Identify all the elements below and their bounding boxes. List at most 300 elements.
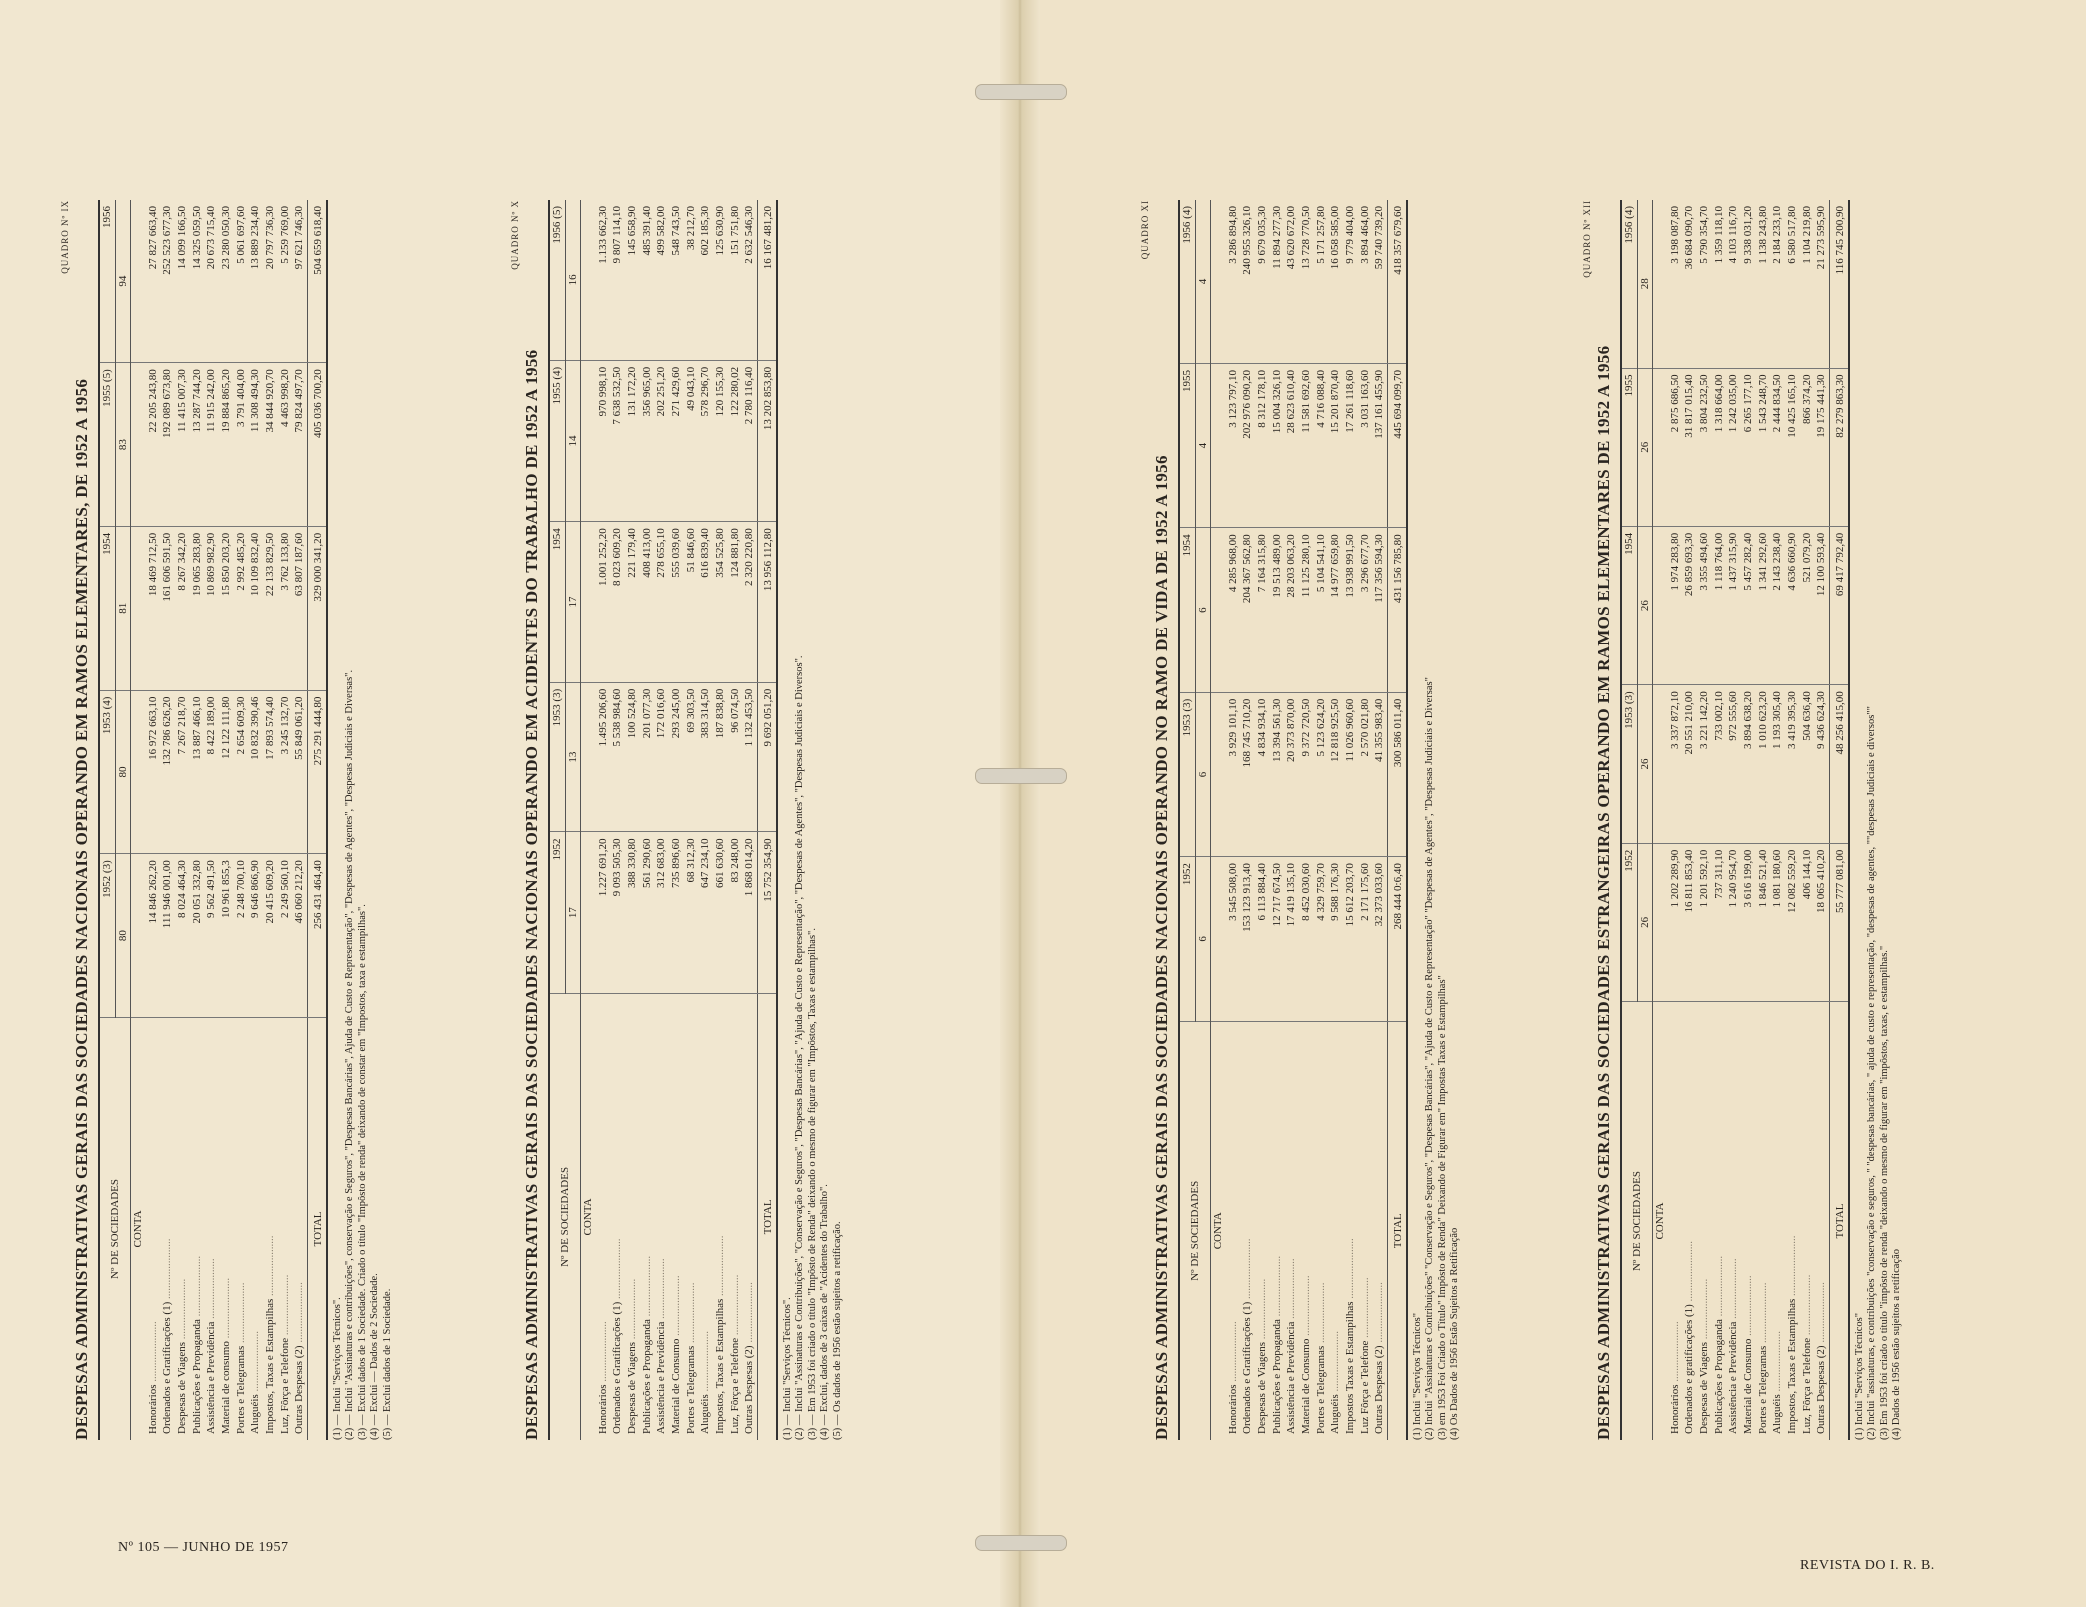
- cell-value: 6 580 517,80: [1785, 200, 1800, 368]
- total-value: 9 692 051,20: [757, 682, 776, 832]
- table-row: [234, 200, 249, 1440]
- total-value: 431 156 785,80: [1387, 528, 1406, 692]
- table-row: [1770, 200, 1785, 1440]
- total-value: 13 956 112,80: [757, 522, 776, 683]
- year-header: 1956: [99, 200, 115, 363]
- cell-value: 23 280 050,30: [219, 200, 234, 363]
- table-row: [1343, 200, 1358, 1440]
- cell-value: 5 123 624,20: [1314, 692, 1329, 856]
- account-name: Publicações e Propaganda .....: [1270, 1021, 1285, 1440]
- society-count: 94: [115, 200, 131, 363]
- cell-value: 15 004 326,10: [1270, 363, 1285, 527]
- table-row: [669, 200, 684, 1440]
- cell-value: 6 265 177,10: [1741, 368, 1756, 526]
- cell-value: 5 171 257,80: [1314, 200, 1329, 363]
- cell-value: 555 039,60: [669, 522, 684, 683]
- cell-value: 548 743,50: [669, 200, 684, 360]
- cell-value: 9 646 866,90: [248, 854, 263, 1018]
- society-count: 6: [1195, 857, 1211, 1021]
- cell-value: 9 436 624,30: [1814, 685, 1829, 843]
- cell-value: 1 138 243,80: [1756, 200, 1771, 368]
- cell-value: 3 791 404,00: [234, 363, 249, 527]
- cell-value: 356 965,00: [640, 360, 655, 521]
- cell-value: 271 429,60: [669, 360, 684, 521]
- cell-value: 17 261 118,60: [1343, 363, 1358, 527]
- total-label: TOTAL: [757, 993, 776, 1440]
- account-name: Portes e Telegramas .....: [1756, 1002, 1771, 1440]
- sociedades-header: Nº DE SOCIEDADES: [99, 1017, 131, 1440]
- cell-value: 11 581 692,60: [1299, 363, 1314, 527]
- cell-value: 1 081 180,60: [1770, 843, 1785, 1001]
- cell-value: 13 889 234,40: [248, 200, 263, 363]
- sociedades-header: Nº DE SOCIEDADES: [1179, 1021, 1211, 1440]
- total-value: 15 752 354,90: [757, 832, 776, 993]
- cell-value: 16 058 585,00: [1328, 200, 1343, 363]
- cell-value: 3 894 638,20: [1741, 685, 1756, 843]
- year-header: 1955: [1179, 363, 1195, 527]
- table-row: [1741, 200, 1756, 1440]
- cell-value: 38 212,70: [684, 200, 699, 360]
- cell-value: 17 893 574,40: [263, 690, 278, 854]
- cell-value: 14 846 262,20: [146, 854, 161, 1018]
- cell-value: 9 093 505,30: [610, 832, 625, 993]
- cell-value: 132 786 626,20: [160, 690, 175, 854]
- cell-value: 1 437 315,90: [1726, 526, 1741, 684]
- cell-value: 2 320 220,80: [742, 522, 757, 683]
- cell-value: 866 374,20: [1800, 368, 1815, 526]
- cell-value: 1 318 664,00: [1712, 368, 1727, 526]
- table-notes: [1412, 200, 1462, 1440]
- table-title: DESPESAS ADMINISTRATIVAS GERAIS DAS SOCIEDADES NACIONAIS OPERANDO EM ACIDENTES DO TRABALHO DE 1952 A 1956: [522, 349, 542, 1440]
- cell-value: 2 992 485,20: [234, 526, 249, 690]
- cell-value: 3 198 087,80: [1668, 200, 1683, 368]
- cell-value: 4 716 088,40: [1314, 363, 1329, 527]
- table-row: [278, 200, 293, 1440]
- year-header: 1952 (3): [99, 854, 115, 1018]
- cell-value: 1 202 289,90: [1668, 843, 1683, 1001]
- cell-value: 12 082 559,20: [1785, 843, 1800, 1001]
- cell-value: 1.495 206,60: [596, 682, 611, 832]
- account-name: Honorários .....: [1226, 1021, 1241, 1440]
- total-value: 418 357 679,60: [1387, 200, 1406, 363]
- table-row: [596, 200, 611, 1440]
- cell-value: 3 337 872,10: [1668, 685, 1683, 843]
- total-row: [1829, 200, 1848, 1440]
- table-row: [146, 200, 161, 1440]
- total-row: [1387, 200, 1406, 1440]
- footnote: (4) — Exclui — Dados de 2 Sociedade.: [369, 1273, 381, 1440]
- table-quadro-xii: [1582, 200, 1904, 1440]
- total-value: 329 000 341,20: [307, 526, 326, 690]
- cell-value: 14 325 059,50: [190, 200, 205, 363]
- total-label: TOTAL: [1387, 1021, 1406, 1440]
- account-name: Publicações e Propaganda .....: [1712, 1002, 1727, 1440]
- table-notes: [1854, 200, 1904, 1440]
- table-row: [640, 200, 655, 1440]
- cell-value: 383 314,50: [698, 682, 713, 832]
- cell-value: 83 248,00: [728, 832, 743, 993]
- cell-value: 20 415 609,20: [263, 854, 278, 1018]
- cell-value: 43 620 672,00: [1284, 200, 1299, 363]
- cell-value: 1.001 252,20: [596, 522, 611, 683]
- cell-value: 1 118 764,00: [1712, 526, 1727, 684]
- cell-value: 13 394 561,30: [1270, 692, 1285, 856]
- cell-value: 4 834 934,10: [1255, 692, 1270, 856]
- cell-value: 51 846,60: [684, 522, 699, 683]
- cell-value: 59 740 739,20: [1372, 200, 1387, 363]
- cell-value: 3 245 132,70: [278, 690, 293, 854]
- cell-value: 972 555,60: [1726, 685, 1741, 843]
- cell-value: 15 612 203,70: [1343, 857, 1358, 1021]
- table-row: [1785, 200, 1800, 1440]
- cell-value: 13 287 744,20: [190, 363, 205, 527]
- cell-value: 737 311,10: [1712, 843, 1727, 1001]
- cell-value: 9 372 720,50: [1299, 692, 1314, 856]
- cell-value: 8 267 342,20: [175, 526, 190, 690]
- cell-value: 46 060 212,20: [292, 854, 307, 1018]
- footnote: (3) — Em 1953 foi criado o título "Impôsto de Renda" deixando o mesmo de figurar em "Impôstos, Taxas e estampilhas".: [806, 928, 818, 1440]
- cell-value: 499 582,00: [654, 200, 669, 360]
- society-count: 26: [1637, 368, 1653, 526]
- year-header: 1955: [1621, 368, 1637, 526]
- table-title: DESPESAS ADMINISTRATIVAS GERAIS DAS SOCIEDADES NACIONAIS OPERANDO NO RAMO DE VIDA DE 1952 A 1956: [1152, 455, 1172, 1440]
- footnote: (1) Inclui "Serviços Técnicos": [1853, 1312, 1865, 1440]
- cell-value: 485 391,40: [640, 200, 655, 360]
- total-value: 405 036 700,20: [307, 363, 326, 527]
- cell-value: 19 884 865,20: [219, 363, 234, 527]
- society-count: 17: [565, 522, 581, 683]
- quadro-number: QUADRO Nº IX: [60, 200, 70, 274]
- cell-value: 20 051 332,80: [190, 854, 205, 1018]
- society-count: 13: [565, 682, 581, 832]
- cell-value: 131 172,20: [625, 360, 640, 521]
- account-name: Ordenados e Gratificações (1) .....: [610, 993, 625, 1440]
- cell-value: 27 827 663,40: [146, 200, 161, 363]
- footnote: (2) — Inclui "Assinaturas e Contribuições", "Conservação e Seguros", "Despesas Bancárias", "Ajuda de Custo e Representação", "Despesas de Agentes", "Despesas Judiciais e Diversos".: [794, 655, 806, 1440]
- cell-value: 13 887 466,10: [190, 690, 205, 854]
- footnote: (2) Inclui "Assinaturas e Contribuições" "Conservação e Seguros", "Despesas Bancárias", "Ajuda de Custo e Representação" "Despesas de Agentes", "Despesas Judiciais e Diversas": [1424, 677, 1436, 1440]
- table-row: [1314, 200, 1329, 1440]
- total-value: 268 444 0:6,40: [1387, 857, 1406, 1021]
- cell-value: 3 286 894,80: [1226, 200, 1241, 363]
- account-name: Impostos, Taxas e Estampilhas .....: [1785, 1002, 1800, 1440]
- cell-value: 10 832 390,46: [248, 690, 263, 854]
- cell-value: 10 109 832,40: [248, 526, 263, 690]
- cell-value: 3 355 494,60: [1697, 526, 1712, 684]
- binding-staple-middle: [975, 768, 1067, 784]
- cell-value: 15 201 870,40: [1328, 363, 1343, 527]
- cell-value: 8 312 178,10: [1255, 363, 1270, 527]
- table-row: [1372, 200, 1387, 1440]
- table-row: [1682, 200, 1697, 1440]
- cell-value: 4 103 116,70: [1726, 200, 1741, 368]
- total-value: 300 586 011,40: [1387, 692, 1406, 856]
- cell-value: 735 896,60: [669, 832, 684, 993]
- society-count: 81: [115, 526, 131, 690]
- cell-value: 2 654 609,30: [234, 690, 249, 854]
- cell-value: 5 061 697,60: [234, 200, 249, 363]
- cell-value: 4 285 968,00: [1226, 528, 1241, 692]
- cell-value: 7 638 532,50: [610, 360, 625, 521]
- cell-value: 168 745 710,20: [1240, 692, 1255, 856]
- account-name: Aluguéis .....: [248, 1017, 263, 1440]
- cell-value: 3 616 199,00: [1741, 843, 1756, 1001]
- table-title: DESPESAS ADMINISTRATIVAS GERAIS DAS SOCIEDADES NACIONAIS OPERANDO EM RAMOS ELEMENTARES, DE 1952 A 1956: [72, 378, 92, 1440]
- table-notes: [332, 200, 395, 1440]
- table-row: [1668, 200, 1683, 1440]
- conta-header: CONTA: [1212, 1212, 1225, 1250]
- total-row: [307, 200, 326, 1440]
- cell-value: 2 875 686,50: [1668, 368, 1683, 526]
- table-row: [698, 200, 713, 1440]
- table-row: [160, 200, 175, 1440]
- cell-value: 4 463 998,20: [278, 363, 293, 527]
- account-name: Impostos, Taxas e Estampilhas .....: [713, 993, 728, 1440]
- sociedades-header: Nº DE SOCIEDADES: [549, 993, 581, 1440]
- cell-value: 12 122 111,80: [219, 690, 234, 854]
- cell-value: 20 673 715,40: [204, 200, 219, 363]
- cell-value: 10 961 855,3: [219, 854, 234, 1018]
- table-row: [248, 200, 263, 1440]
- cell-value: 19 513 489,00: [1270, 528, 1285, 692]
- cell-value: 3 894 464,00: [1358, 200, 1373, 363]
- cell-value: 2 249 560,10: [278, 854, 293, 1018]
- cell-value: 7 164 315,80: [1255, 528, 1270, 692]
- quadro-number: QUADRO XI: [1140, 200, 1150, 260]
- cell-value: 19 065 283,80: [190, 526, 205, 690]
- cell-value: 14 099 166,50: [175, 200, 190, 363]
- cell-value: 4 636 660,90: [1785, 526, 1800, 684]
- cell-value: 2 171 175,60: [1358, 857, 1373, 1021]
- table-row: [1240, 200, 1255, 1440]
- cell-value: 187 838,80: [713, 682, 728, 832]
- cell-value: 278 655,10: [654, 522, 669, 683]
- account-name: Portes e Telegramas .....: [684, 993, 699, 1440]
- cell-value: 68 312,30: [684, 832, 699, 993]
- cell-value: 406 144,10: [1800, 843, 1815, 1001]
- footnote: (1) — Inclui "Serviços Técnicos".: [781, 1297, 793, 1440]
- cell-value: 1 543 248,70: [1756, 368, 1771, 526]
- account-name: Ordenados e Gratificações (1) .....: [160, 1017, 175, 1440]
- book-gutter: [1000, 0, 1040, 1607]
- year-header: 1954: [1179, 528, 1195, 692]
- society-count: 16: [565, 200, 581, 360]
- cell-value: 561 290,60: [640, 832, 655, 993]
- footer-issue: Nº 105 — JUNHO DE 1957: [118, 1540, 289, 1555]
- cell-value: 22 205 243,80: [146, 363, 161, 527]
- cell-value: 240 955 326,10: [1240, 200, 1255, 363]
- cell-value: 122 280,02: [728, 360, 743, 521]
- cell-value: 55 849 061,20: [292, 690, 307, 854]
- society-count: 26: [1637, 685, 1653, 843]
- data-table: [1178, 200, 1408, 1440]
- year-header: 1953 (3): [549, 682, 565, 832]
- cell-value: 5 790 354,70: [1697, 200, 1712, 368]
- conta-header: CONTA: [1654, 1202, 1667, 1240]
- cell-value: 2 780 116,40: [742, 360, 757, 521]
- cell-value: 1 868 014,20: [742, 832, 757, 993]
- cell-value: 1 341 292,60: [1756, 526, 1771, 684]
- cell-value: 18 065 410,20: [1814, 843, 1829, 1001]
- year-header: 1956 (4): [1179, 200, 1195, 363]
- account-name: Assistência e Previdência .....: [654, 993, 669, 1440]
- cell-value: 79 824 497,70: [292, 363, 307, 527]
- table-row: [713, 200, 728, 1440]
- cell-value: 124 881,80: [728, 522, 743, 683]
- cell-value: 21 273 595,90: [1814, 200, 1829, 368]
- total-value: 116 745 200,90: [1829, 200, 1848, 368]
- cell-value: 204 367 562,80: [1240, 528, 1255, 692]
- cell-value: 153 123 913,40: [1240, 857, 1255, 1021]
- footnote: (3) Em 1953 foi criado o título "impôsto de renda "deixando o mesmo de figurar em "impôstos, taxas, e estampilhas.": [1878, 945, 1890, 1440]
- cell-value: 10 869 982,90: [204, 526, 219, 690]
- cell-value: 1 242 035,00: [1726, 368, 1741, 526]
- cell-value: 970 998,10: [596, 360, 611, 521]
- cell-value: 137 161 455,90: [1372, 363, 1387, 527]
- cell-value: 63 807 187,60: [292, 526, 307, 690]
- society-count: 28: [1637, 200, 1653, 368]
- account-name: Aluguéis .....: [1328, 1021, 1343, 1440]
- cell-value: 7 267 218,70: [175, 690, 190, 854]
- footnote: (4) — Exclui, dados de 3 caixas de "Acidentes do Trabalho".: [819, 1184, 831, 1440]
- cell-value: 578 296,70: [698, 360, 713, 521]
- cell-value: 2 143 238,40: [1770, 526, 1785, 684]
- cell-value: 221 179,40: [625, 522, 640, 683]
- cell-value: 1 974 283,80: [1668, 526, 1683, 684]
- account-name: Luz, Fôrça e Telefone .....: [1800, 1002, 1815, 1440]
- cell-value: 202 251,20: [654, 360, 669, 521]
- cell-value: 3 762 133,80: [278, 526, 293, 690]
- cell-value: 1 201 592,10: [1697, 843, 1712, 1001]
- cell-value: 22 133 829,50: [263, 526, 278, 690]
- cell-value: 97 621 746,30: [292, 200, 307, 363]
- table-title: DESPESAS ADMINISTRATIVAS GERAIS DAS SOCIEDADES ESTRANGEIRAS OPERANDO EM RAMOS ELEMENTARES DE 1952 A 1956: [1594, 345, 1614, 1440]
- account-name: Luz Fôrça e Telefone .....: [1358, 1021, 1373, 1440]
- table-row: [1800, 200, 1815, 1440]
- footnote: (3) — Exclui dados de 1 Sociedade. Criado o título "Impôsto de renda" deixando de constar em "Impostos, taxa e estampilhas".: [356, 904, 368, 1440]
- cell-value: 8 422 189,00: [204, 690, 219, 854]
- footnote: (3) em 1953 Foi Criado o Título" Impôsto de Renda" Deixando de Figurar em" Impostas Taxas e Estampilhas": [1436, 975, 1448, 1440]
- cell-value: 13 938 991,50: [1343, 528, 1358, 692]
- cell-value: 145 658,90: [625, 200, 640, 360]
- table-row: [1299, 200, 1314, 1440]
- cell-value: 117 356 594,30: [1372, 528, 1387, 692]
- society-count: 17: [565, 832, 581, 993]
- table-row: [728, 200, 743, 1440]
- account-name: Despesas de Viagens .....: [1697, 1002, 1712, 1440]
- account-name: Material de Consumo .....: [1299, 1021, 1314, 1440]
- cell-value: 161 606 591,50: [160, 526, 175, 690]
- account-name: Luz, Fôrça e Telefone .....: [278, 1017, 293, 1440]
- society-count: 26: [1637, 843, 1653, 1001]
- cell-value: 2 570 021,80: [1358, 692, 1373, 856]
- cell-value: 5 259 769,00: [278, 200, 293, 363]
- cell-value: 8 023 609,20: [610, 522, 625, 683]
- cell-value: 14 977 659,80: [1328, 528, 1343, 692]
- sociedades-header: Nº DE SOCIEDADES: [1621, 1002, 1653, 1440]
- quadro-number: QUADRO Nº X: [510, 200, 520, 270]
- cell-value: 8 452 030,60: [1299, 857, 1314, 1021]
- cell-value: 49 043,10: [684, 360, 699, 521]
- cell-value: 20 373 870,00: [1284, 692, 1299, 856]
- cell-value: 1 104 219,80: [1800, 200, 1815, 368]
- total-value: 13 202 853,80: [757, 360, 776, 521]
- society-count: 80: [115, 690, 131, 854]
- total-row: [757, 200, 776, 1440]
- cell-value: 252 523 677,30: [160, 200, 175, 363]
- account-name: Honorários .....: [146, 1017, 161, 1440]
- society-count: 4: [1195, 363, 1211, 527]
- cell-value: 16 972 663,10: [146, 690, 161, 854]
- footnote: (5) — Os dados de 1956 estão sujeitos a retificação.: [831, 1221, 843, 1440]
- cell-value: 13 728 770,50: [1299, 200, 1314, 363]
- table-row: [263, 200, 278, 1440]
- table-row: [292, 200, 307, 1440]
- cell-value: 354 525,80: [713, 522, 728, 683]
- account-name: Honorários .....: [1668, 1002, 1683, 1440]
- cell-value: 28 203 063,20: [1284, 528, 1299, 692]
- total-value: 16 167 481,20: [757, 200, 776, 360]
- account-name: Assistência e Previdência .....: [204, 1017, 219, 1440]
- cell-value: 20 797 736,30: [263, 200, 278, 363]
- cell-value: 9 338 031,20: [1741, 200, 1756, 368]
- table-row: [1270, 200, 1285, 1440]
- table-row: [1226, 200, 1241, 1440]
- total-label: TOTAL: [307, 1017, 326, 1440]
- cell-value: 192 089 673,80: [160, 363, 175, 527]
- cell-value: 521 079,20: [1800, 526, 1815, 684]
- cell-value: 5 457 282,40: [1741, 526, 1756, 684]
- table-row: [1255, 200, 1270, 1440]
- conta-header: CONTA: [132, 1210, 145, 1248]
- year-header: 1953 (3): [1621, 685, 1637, 843]
- cell-value: 69 303,50: [684, 682, 699, 832]
- cell-value: 3 123 797,10: [1226, 363, 1241, 527]
- cell-value: 3 929 101,10: [1226, 692, 1241, 856]
- cell-value: 15 850 203,20: [219, 526, 234, 690]
- cell-value: 9 779 404,00: [1343, 200, 1358, 363]
- table-quadro-xi: [1140, 200, 1462, 1440]
- table-notes: [782, 200, 845, 1440]
- cell-value: 1 240 954,70: [1726, 843, 1741, 1001]
- cell-value: 201 077,30: [640, 682, 655, 832]
- cell-value: 1 132 453,50: [742, 682, 757, 832]
- cell-value: 172 016,60: [654, 682, 669, 832]
- cell-value: 19 175 441,30: [1814, 368, 1829, 526]
- account-name: Material de Consumo .....: [669, 993, 684, 1440]
- society-count: 14: [565, 360, 581, 521]
- table-row: [654, 200, 669, 1440]
- cell-value: 100 524,80: [625, 682, 640, 832]
- binding-staple-bottom: [975, 1535, 1067, 1551]
- table-row: [625, 200, 640, 1440]
- total-label: TOTAL: [1829, 1002, 1848, 1440]
- total-value: 256 431 464,40: [307, 854, 326, 1018]
- cell-value: 17 419 135,10: [1284, 857, 1299, 1021]
- account-name: Material de consumo .....: [219, 1017, 234, 1440]
- account-name: Assistência e Previdência .....: [1726, 1002, 1741, 1440]
- data-table: [1620, 200, 1850, 1440]
- cell-value: 125 630,90: [713, 200, 728, 360]
- account-name: Outras Despesas (2) .....: [1372, 1021, 1387, 1440]
- cell-value: 4 329 759,70: [1314, 857, 1329, 1021]
- cell-value: 8 024 464,30: [175, 854, 190, 1018]
- cell-value: 11 415 007,30: [175, 363, 190, 527]
- cell-value: 408 413,00: [640, 522, 655, 683]
- cell-value: 293 245,00: [669, 682, 684, 832]
- account-name: Assistência e Previdência .....: [1284, 1021, 1299, 1440]
- account-name: Outras Despesas (2) .....: [742, 993, 757, 1440]
